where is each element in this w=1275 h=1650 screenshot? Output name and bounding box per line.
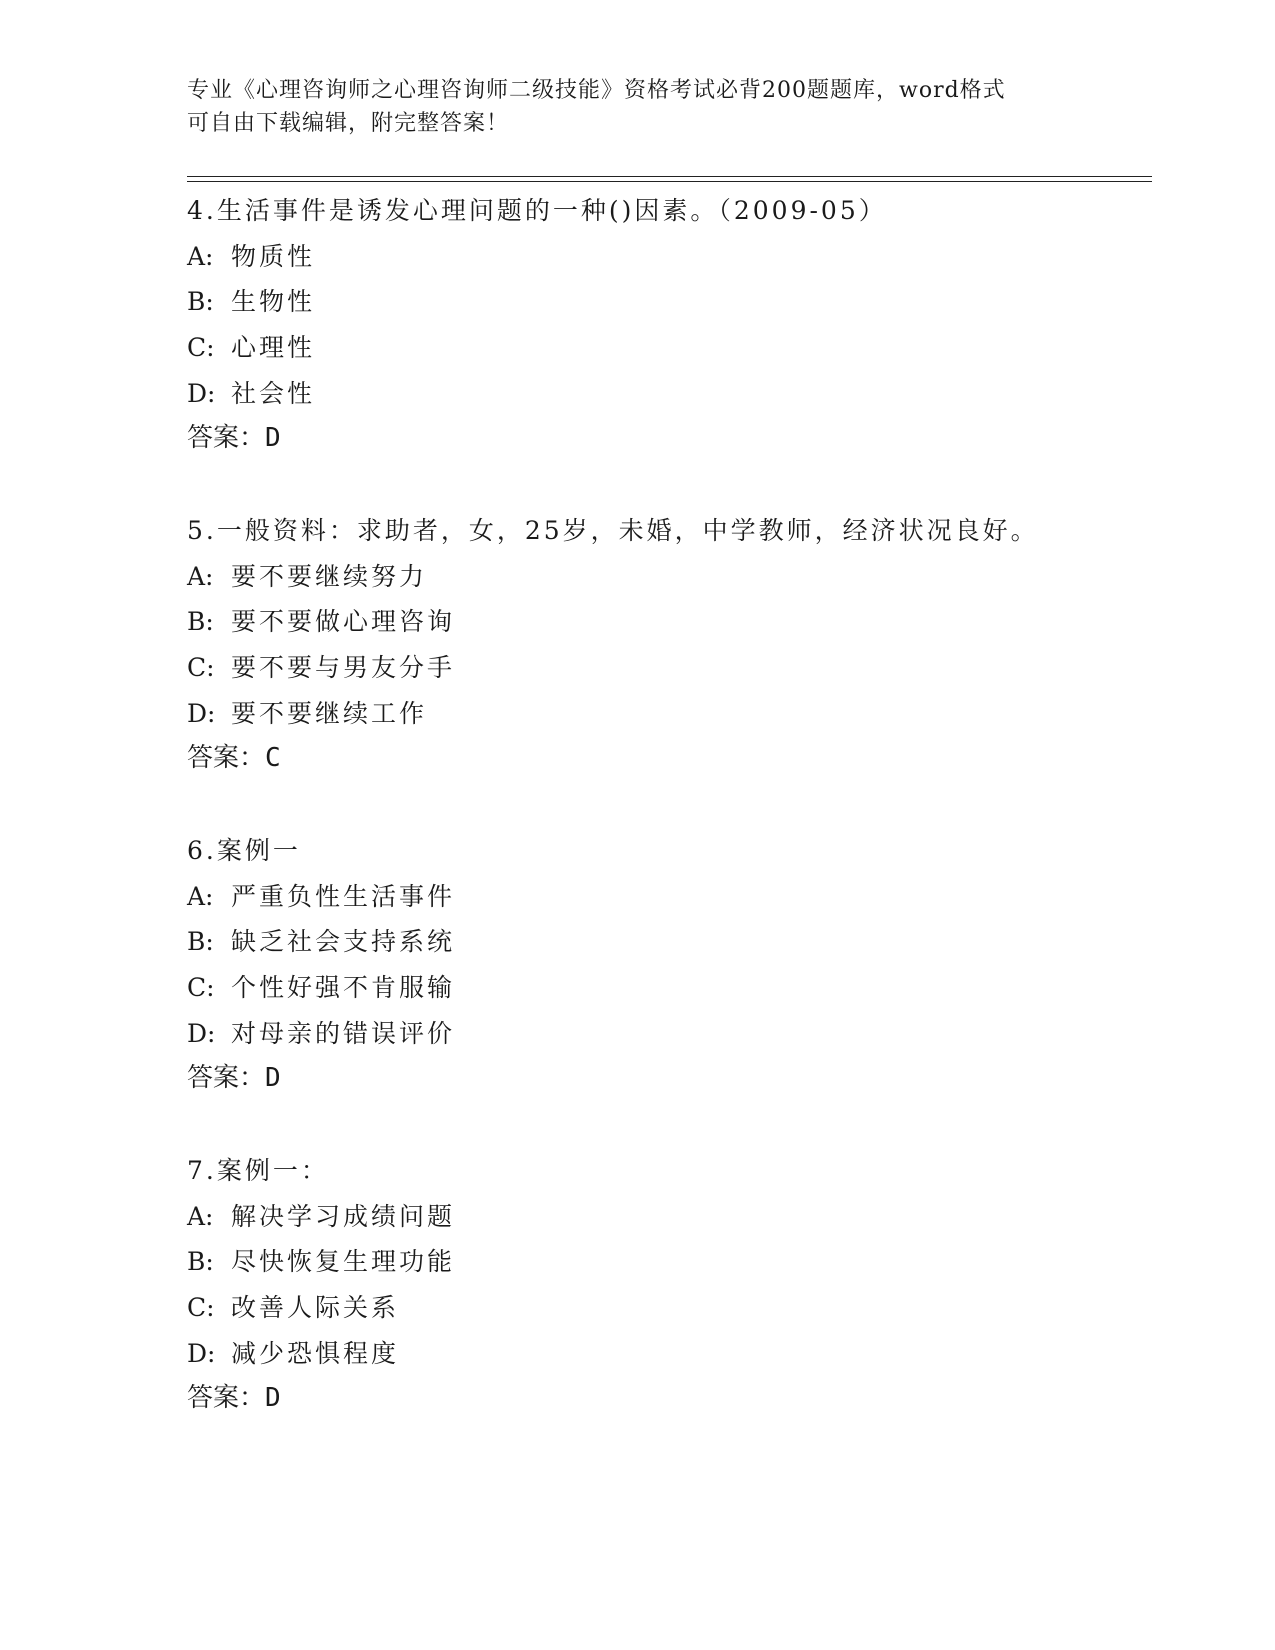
option-d [187, 1331, 1147, 1377]
header-line-2: 可自由下载编辑，附完整答案！ [187, 111, 510, 136]
answer-line [187, 736, 1147, 782]
answer-label: 答案： [187, 743, 266, 774]
option-text: 要不要做心理咨询 [231, 607, 456, 637]
option-text: 对母亲的错误评价 [231, 1018, 456, 1048]
option-a [187, 874, 1147, 920]
question-block [187, 828, 1147, 1102]
option-d [187, 1011, 1147, 1057]
option-label: B: [187, 1247, 214, 1277]
option-text: 减少恐惧程度 [231, 1338, 400, 1368]
option-text: 严重负性生活事件 [231, 881, 456, 911]
option-label: A: [187, 1201, 214, 1231]
option-text: 个性好强不肯服输 [231, 973, 456, 1003]
answer-label: 答案： [187, 423, 266, 454]
option-label: B: [187, 287, 214, 317]
option-a [187, 554, 1147, 600]
question-block [187, 188, 1147, 462]
option-text: 社会性 [231, 378, 316, 408]
answer-label: 答案： [187, 1383, 266, 1414]
option-c [187, 325, 1147, 371]
option-label: D: [187, 378, 216, 408]
header-divider-top [187, 176, 1152, 177]
answer-key: D [265, 423, 281, 454]
document-header [187, 74, 1087, 140]
option-text: 生物性 [231, 287, 316, 317]
option-label: B: [187, 607, 214, 637]
option-c [187, 1285, 1147, 1331]
option-label: D: [187, 1018, 216, 1048]
option-d [187, 691, 1147, 737]
answer-key: D [265, 1063, 281, 1094]
option-label: C: [187, 973, 215, 1003]
answer-line [187, 416, 1147, 462]
option-c [187, 645, 1147, 691]
option-text: 物质性 [231, 241, 316, 271]
option-text: 要不要与男友分手 [231, 653, 456, 683]
option-text: 解决学习成绩问题 [231, 1201, 456, 1231]
question-block [187, 1148, 1147, 1422]
option-label: D: [187, 1338, 216, 1368]
option-b [187, 1239, 1147, 1285]
question-block [187, 508, 1147, 782]
option-label: A: [187, 881, 214, 911]
question-stem: 6.案例一 [187, 836, 301, 865]
option-text: 要不要继续努力 [231, 561, 428, 591]
option-label: C: [187, 333, 215, 363]
option-text: 缺乏社会支持系统 [231, 927, 456, 957]
option-a [187, 234, 1147, 280]
answer-label: 答案： [187, 1063, 266, 1094]
question-stem: 7.案例一： [187, 1156, 329, 1185]
option-text: 改善人际关系 [231, 1293, 400, 1323]
option-label: A: [187, 241, 214, 271]
option-text: 要不要继续工作 [231, 698, 428, 728]
option-text: 尽快恢复生理功能 [231, 1247, 456, 1277]
option-label: A: [187, 561, 214, 591]
answer-key: D [265, 1383, 281, 1414]
option-c [187, 965, 1147, 1011]
header-line-1: 专业《心理咨询师之心理咨询师二级技能》资格考试必背200题题库，word格式 [187, 78, 1006, 103]
question-stem: 5.一般资料：求助者，女，25岁，未婚，中学教师，经济状况良好。 [187, 516, 1039, 545]
option-label: D: [187, 698, 216, 728]
header-divider-bottom [187, 181, 1152, 182]
option-label: C: [187, 1293, 215, 1323]
option-b [187, 599, 1147, 645]
option-b [187, 279, 1147, 325]
option-text: 心理性 [231, 333, 316, 363]
answer-key: C [265, 743, 281, 774]
answer-line [187, 1056, 1147, 1102]
answer-line [187, 1376, 1147, 1422]
option-label: C: [187, 653, 215, 683]
option-a [187, 1194, 1147, 1240]
option-label: B: [187, 927, 214, 957]
option-b [187, 919, 1147, 965]
question-stem: 4.生活事件是诱发心理问题的一种()因素。（2009-05） [187, 196, 887, 225]
option-d [187, 371, 1147, 417]
